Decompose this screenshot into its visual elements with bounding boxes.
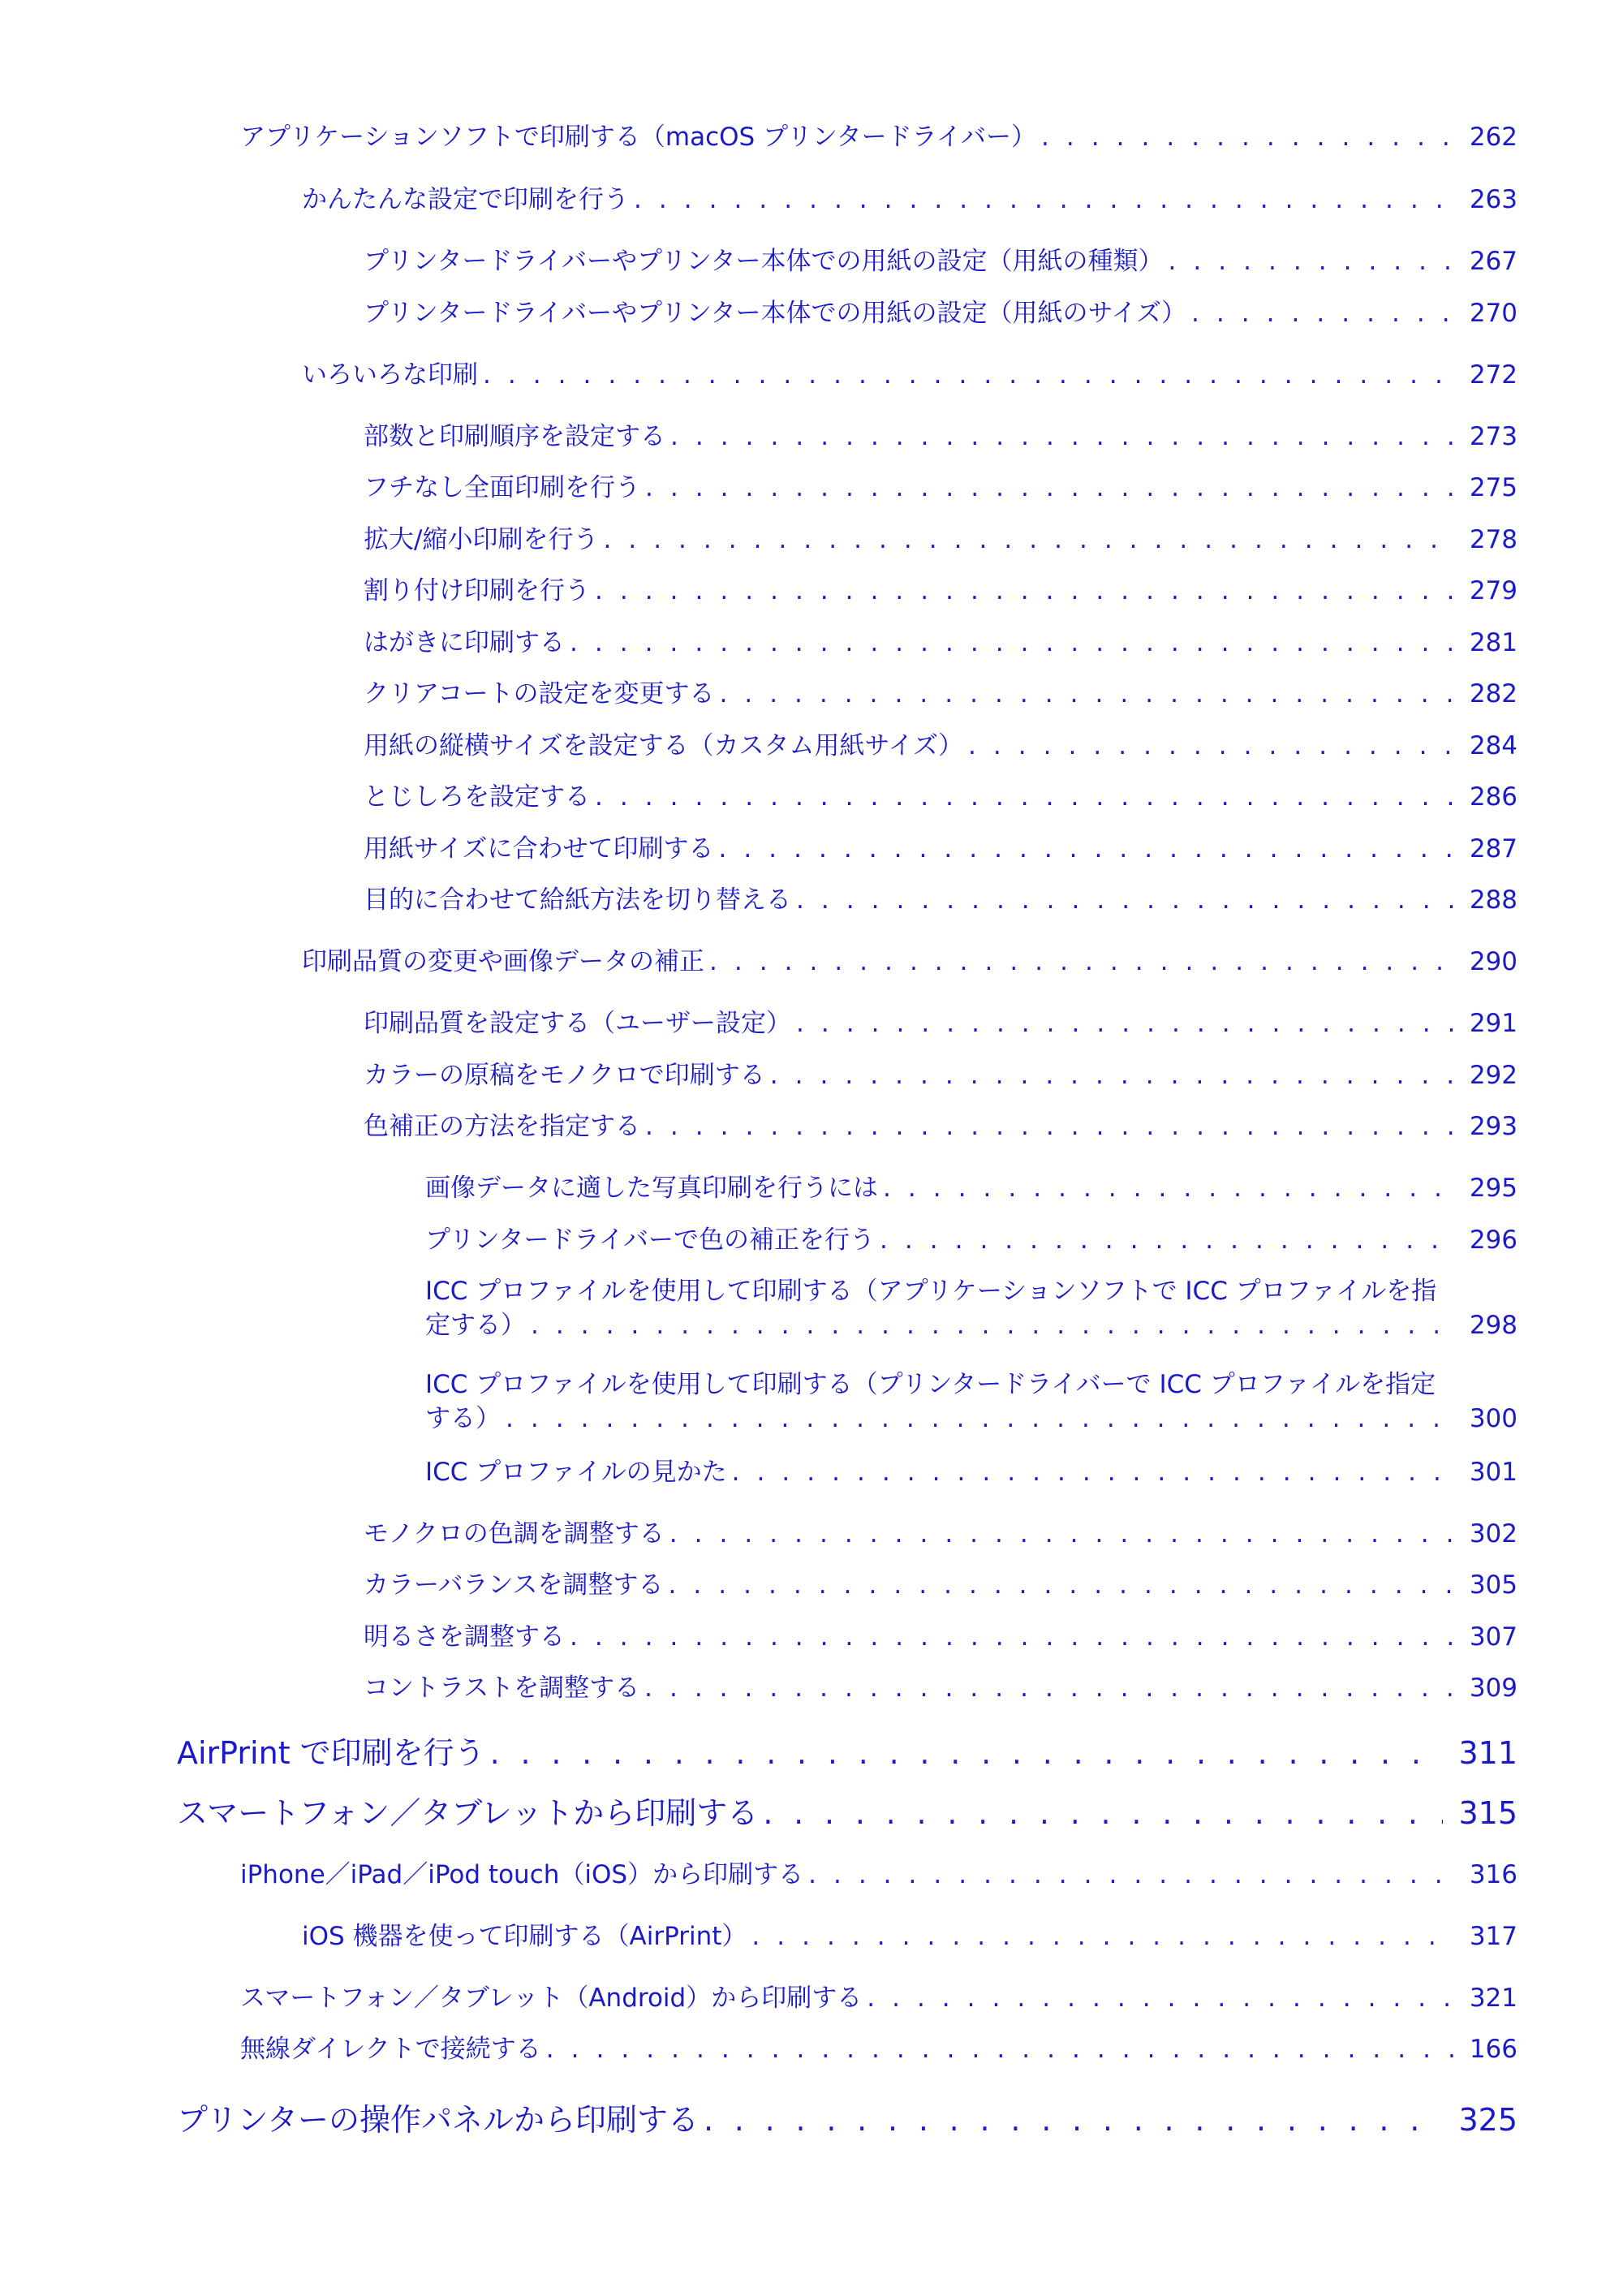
toc-entry-page: 307 xyxy=(1469,1622,1518,1652)
toc-entry-title: 割り付け印刷を行う xyxy=(364,576,590,605)
toc-entry-title: カラーバランスを調整する xyxy=(364,1570,664,1600)
dot-leader xyxy=(719,678,1454,710)
dot-leader xyxy=(880,1224,1454,1256)
toc-entry-macos-printer-driver[interactable] xyxy=(240,121,1518,153)
toc-entry-clear-coat[interactable] xyxy=(364,678,1518,710)
dot-leader xyxy=(595,575,1454,607)
dot-leader xyxy=(1169,245,1455,278)
toc-entry-title: 印刷品質の変更や画像データの補正 xyxy=(302,947,704,976)
toc-entry-title-line2: する） xyxy=(425,1404,501,1433)
toc-entry-print-quality-correction[interactable] xyxy=(302,946,1518,978)
toc-entry-title: スマートフォン／タブレットから印刷する xyxy=(177,1795,759,1831)
dot-leader xyxy=(796,1007,1454,1040)
toc-entry-page: 272 xyxy=(1469,360,1518,390)
toc-entry-title: アプリケーションソフトで印刷する（macOS プリンタードライバー） xyxy=(240,123,1037,152)
toc-entry-brightness[interactable] xyxy=(364,1621,1518,1653)
toc-entry-page: 287 xyxy=(1469,834,1518,864)
toc-entry-page: 315 xyxy=(1458,1795,1518,1831)
toc-entry-page: 302 xyxy=(1469,1519,1518,1549)
toc-entry-title: とじしろを設定する xyxy=(364,782,590,812)
toc-entry-title: ICC プロファイルの見かた xyxy=(425,1458,727,1487)
dot-leader xyxy=(570,1621,1454,1653)
toc-entry-page: 273 xyxy=(1469,422,1518,451)
toc-entry-page: 296 xyxy=(1469,1226,1518,1255)
dot-leader xyxy=(968,730,1454,762)
dot-leader xyxy=(669,1518,1454,1550)
toc-entry-page: 288 xyxy=(1469,885,1518,915)
dot-leader xyxy=(796,884,1454,916)
toc-entry-title: はがきに印刷する xyxy=(364,628,565,657)
toc-entry-title: モノクロの色調を調整する xyxy=(364,1519,665,1549)
toc-entry-borderless[interactable] xyxy=(364,472,1518,504)
dot-leader xyxy=(645,472,1454,504)
dot-leader xyxy=(709,946,1454,978)
dot-leader xyxy=(483,359,1454,391)
toc-entry-page: 290 xyxy=(1469,947,1518,976)
toc-entry-driver-color-correction[interactable] xyxy=(425,1224,1518,1256)
toc-entry-page: 316 xyxy=(1469,1860,1518,1889)
toc-entry-paper-type-setting[interactable] xyxy=(364,245,1518,278)
dot-leader xyxy=(883,1172,1454,1204)
toc-entry-title: 印刷品質を設定する（ユーザー設定） xyxy=(364,1009,791,1038)
toc-entry-page: 295 xyxy=(1469,1174,1518,1203)
toc-entry-title: iPhone／iPad／iPod touch（iOS）から印刷する xyxy=(240,1860,804,1889)
toc-entry-paper-size-setting[interactable] xyxy=(364,297,1518,330)
dot-leader xyxy=(808,1859,1454,1891)
toc-entry-page: 309 xyxy=(1469,1674,1518,1703)
dot-leader xyxy=(670,420,1454,453)
toc-entry-title: いろいろな印刷 xyxy=(302,360,478,390)
toc-entry-smartphone-tablet[interactable] xyxy=(177,1794,1518,1833)
toc-entry-airprint[interactable] xyxy=(177,1734,1518,1773)
toc-entry-icc-driver[interactable] xyxy=(425,1368,1518,1435)
dot-leader xyxy=(669,1569,1454,1601)
dot-leader xyxy=(732,1456,1454,1488)
toc-entry-title: プリンタードライバーで色の補正を行う xyxy=(425,1226,875,1255)
toc-entry-page: 279 xyxy=(1469,576,1518,605)
dot-leader xyxy=(751,1920,1454,1953)
toc-entry-title: 画像データに適した写真印刷を行うには xyxy=(425,1174,878,1203)
toc-entry-icc-app[interactable] xyxy=(425,1275,1518,1342)
toc-entry-page: 281 xyxy=(1469,628,1518,657)
toc-entry-title: プリンターの操作パネルから印刷する xyxy=(177,2102,699,2138)
toc-entry-title: 拡大/縮小印刷を行う xyxy=(364,525,599,554)
toc-entry-stapling-margin[interactable] xyxy=(364,781,1518,813)
toc-entry-title: 用紙サイズに合わせて印刷する xyxy=(364,834,714,864)
toc-entry-title: 明るさを調整する xyxy=(364,1622,565,1652)
dot-leader xyxy=(546,2033,1454,2066)
toc-entry-title: カラーの原稿をモノクロで印刷する xyxy=(364,1061,765,1090)
toc-entry-postcard[interactable] xyxy=(364,627,1518,659)
toc-entry-title: iOS 機器を使って印刷する（AirPrint） xyxy=(302,1922,747,1951)
toc-entry-ios[interactable] xyxy=(240,1859,1518,1891)
toc-entry-page: 278 xyxy=(1469,525,1518,554)
toc-entry-page: 301 xyxy=(1469,1458,1518,1487)
dot-leader xyxy=(704,2100,1443,2139)
toc-entry-photo-printing[interactable] xyxy=(425,1172,1518,1204)
toc-entry-page: 286 xyxy=(1469,782,1518,812)
toc-entry-page: 262 xyxy=(1469,123,1518,152)
toc-entry-page: 267 xyxy=(1469,247,1518,276)
toc-entry-title: 無線ダイレクトで接続する xyxy=(240,2035,541,2064)
toc-entry-color-correction-method[interactable] xyxy=(364,1110,1518,1143)
dot-leader xyxy=(770,1059,1454,1092)
toc-entry-paper-source[interactable] xyxy=(364,884,1518,916)
toc-entry-android[interactable] xyxy=(240,1982,1518,2014)
toc-entry-page: 300 xyxy=(1469,1404,1518,1433)
toc-entry-page-layout[interactable] xyxy=(364,575,1518,607)
toc-entry-page: 270 xyxy=(1469,299,1518,328)
toc-entry-page: 317 xyxy=(1469,1922,1518,1951)
dot-leader xyxy=(490,1734,1443,1773)
dot-leader xyxy=(1191,297,1454,330)
toc-entry-page: 293 xyxy=(1469,1112,1518,1141)
dot-leader xyxy=(644,1672,1454,1704)
dot-leader xyxy=(634,183,1454,216)
toc-entry-title: 目的に合わせて給紙方法を切り替える xyxy=(364,885,791,915)
toc-entry-scaled-printing[interactable] xyxy=(364,523,1518,556)
toc-entry-print-quality-custom[interactable] xyxy=(364,1007,1518,1040)
dot-leader xyxy=(867,1982,1454,2014)
dot-leader xyxy=(506,1402,1454,1435)
dot-leader xyxy=(531,1309,1454,1342)
toc-entry-simple-settings[interactable] xyxy=(302,183,1518,216)
toc-entry-custom-paper-size[interactable] xyxy=(364,730,1518,762)
toc-entry-monochrome-tone[interactable] xyxy=(364,1518,1518,1550)
toc-entry-page: 325 xyxy=(1458,2102,1518,2138)
toc-entry-title-line2: 定する） xyxy=(425,1311,526,1340)
toc-entry-ios-airprint[interactable] xyxy=(302,1920,1518,1953)
toc-entry-various-printing[interactable] xyxy=(302,359,1518,391)
toc-entry-title: AirPrint で印刷を行う xyxy=(177,1735,485,1771)
toc-entry-title: 色補正の方法を指定する xyxy=(364,1112,640,1141)
toc-entry-contrast[interactable] xyxy=(364,1672,1518,1704)
dot-leader xyxy=(719,833,1454,865)
dot-leader xyxy=(603,523,1454,556)
toc-entry-wireless-direct[interactable] xyxy=(240,2033,1518,2066)
toc-entry-page: 305 xyxy=(1469,1570,1518,1600)
toc-entry-icc-view[interactable] xyxy=(425,1456,1518,1488)
toc-entry-page: 275 xyxy=(1469,473,1518,502)
toc-entry-title: 用紙の縦横サイズを設定する（カスタム用紙サイズ） xyxy=(364,731,964,760)
toc-entry-title-line1: ICC プロファイルを使用して印刷する（アプリケーションソフトで ICC プロファイルを指 xyxy=(425,1277,1437,1306)
toc-entry-page: 311 xyxy=(1458,1735,1518,1771)
toc-entry-title: かんたんな設定で印刷を行う xyxy=(302,185,629,214)
toc-entry-title: スマートフォン／タブレット（Android）から印刷する xyxy=(240,1984,863,2013)
dot-leader xyxy=(595,781,1454,813)
toc-entry-operation-panel[interactable] xyxy=(177,2100,1518,2139)
toc-entry-page: 263 xyxy=(1469,185,1518,214)
toc-entry-page: 298 xyxy=(1469,1311,1518,1340)
dot-leader xyxy=(570,627,1454,659)
toc-entry-title-line1: ICC プロファイルを使用して印刷する（プリンタードライバーで ICC プロファイルを指定 xyxy=(425,1370,1436,1399)
toc-entry-page: 282 xyxy=(1469,679,1518,709)
toc-entry-title: クリアコートの設定を変更する xyxy=(364,679,715,709)
toc-entry-fit-to-paper[interactable] xyxy=(364,833,1518,865)
dot-leader xyxy=(645,1110,1454,1143)
toc-entry-color-balance[interactable] xyxy=(364,1569,1518,1601)
toc-entry-page: 292 xyxy=(1469,1061,1518,1090)
dot-leader xyxy=(763,1794,1443,1833)
toc-entry-page: 291 xyxy=(1469,1009,1518,1038)
toc-entry-page: 321 xyxy=(1469,1984,1518,2013)
toc-entry-page: 166 xyxy=(1469,2035,1518,2064)
toc-entry-copies-order[interactable] xyxy=(364,420,1518,453)
toc-entry-title: プリンタードライバーやプリンター本体での用紙の設定（用紙のサイズ） xyxy=(364,299,1187,328)
toc-entry-page: 284 xyxy=(1469,731,1518,760)
dot-leader xyxy=(1041,121,1454,153)
toc-entry-title: コントラストを調整する xyxy=(364,1674,640,1703)
toc-entry-title: フチなし全面印刷を行う xyxy=(364,473,640,502)
toc-entry-monochrome-printing[interactable] xyxy=(364,1059,1518,1092)
toc-entry-title: プリンタードライバーやプリンター本体での用紙の設定（用紙の種類） xyxy=(364,247,1164,276)
toc-entry-title: 部数と印刷順序を設定する xyxy=(364,422,665,451)
